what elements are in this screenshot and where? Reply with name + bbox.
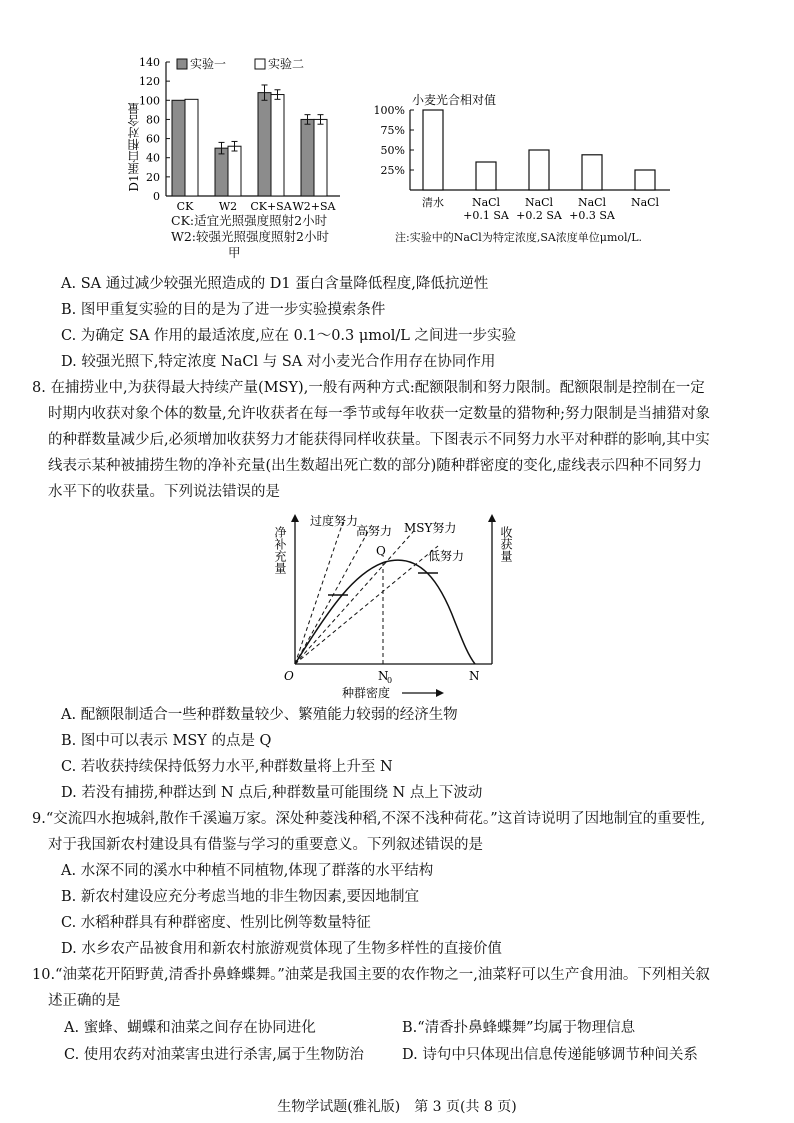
bar [423, 110, 443, 190]
legend-swatch-1 [177, 59, 187, 69]
q9-option-b: B. 新农村建设应充分考虑当地的非生物因素,要因地制宜 [61, 889, 419, 905]
y-tick-label: 60 [146, 132, 160, 146]
bar [215, 148, 228, 196]
y-tick-label: 100 [139, 94, 160, 108]
msy-effort-line [295, 532, 413, 664]
bar [301, 119, 314, 196]
wheat-note: 注:实验中的NaCl为特定浓度,SA浓度单位μmol/L. [395, 231, 643, 244]
bars [172, 85, 327, 196]
x-tick-label: CK+SA [250, 200, 292, 213]
y-tick-label: 100% [373, 104, 405, 117]
net-recruitment-curve [295, 560, 475, 664]
legend [177, 57, 304, 71]
origin-label: O [284, 669, 294, 683]
wheat-title: 小麦光合相对值 [412, 93, 497, 107]
bar [228, 146, 241, 196]
cat-label: NaCl [471, 196, 501, 209]
q8-option-b: B. 图中可以表示 MSY 的点是 Q [61, 733, 272, 749]
left-axis-arrow [291, 514, 299, 522]
q10-option-d: D. 诗句中只体现出信息传递能够调节种间关系 [402, 1047, 698, 1063]
legend-label-2: 实验二 [268, 57, 305, 71]
y-tick-label: 20 [146, 170, 160, 184]
msy-effort-label: MSY努力 [404, 521, 457, 535]
x-tick-label: CK [176, 200, 194, 213]
cat-label: +0.1 SA [463, 209, 509, 222]
y-tick-label: 50% [380, 144, 405, 157]
low-effort-label: 低努力 [428, 549, 465, 563]
figure-label-jia: 甲 [228, 245, 241, 260]
bar [258, 93, 271, 196]
right-axis-arrow [488, 514, 496, 522]
q8-stem-line: 的种群数量减少后,必须增加收获努力才能获得同样收获量。下图表示不同努力水平对种群的影响,其中实 [48, 432, 710, 448]
q10-option-c: C. 使用农药对油菜害虫进行杀害,属于生物防治 [64, 1047, 364, 1063]
high-effort-line [295, 528, 370, 664]
q8-option-d: D. 若没有捕捞,种群达到 N 点后,种群数量可能围绕 N 点上下波动 [61, 785, 483, 801]
y-tick-labels [139, 56, 170, 203]
cat-label: NaCl [524, 196, 554, 209]
q7-option-a: A. SA 通过减少较强光照造成的 D1 蛋白含量降低程度,降低抗逆性 [61, 276, 489, 292]
q8-stem-line: 时期内收获对象个体的数量,允许收获者在每一季节或每年收获一定数量的猎物种;努力限制是当捕猎对象 [48, 406, 710, 422]
q8-option-a: A. 配额限制适合一些种群数量较少、繁殖能力较弱的经济生物 [61, 707, 458, 723]
q10-stem-line: 述正确的是 [48, 993, 121, 1009]
q9-option-a: A. 水深不同的溪水中种植不同植物,体现了群落的水平结构 [61, 863, 434, 879]
q8-stem-line: 水平下的收获量。下列说法错误的是 [48, 484, 280, 500]
legend-label-1: 实验一 [190, 57, 227, 71]
q9-stem-line: 对于我国新农村建设具有借鉴与学习的重要意义。下列叙述错误的是 [48, 837, 483, 853]
x-tick-label: W2+SA [292, 200, 336, 213]
legend-swatch-2 [255, 59, 265, 69]
q9-option-c: C. 水稻种群具有种群密度、性别比例等数量特征 [61, 915, 371, 931]
q7-option-c: C. 为确定 SA 作用的最适浓度,应在 0.1～0.3 μmol/L 之间进一步实验 [61, 328, 517, 344]
x-tick-label: W2 [218, 200, 238, 213]
x-axis-label: 种群密度 [342, 686, 391, 700]
note-w2: W2:较强光照强度照射2小时 [171, 229, 329, 244]
cat-label: +0.2 SA [516, 209, 562, 222]
y-axis-title: D1蛋白相对含量 [127, 102, 141, 192]
y-tick-label: 140 [139, 56, 160, 69]
bar [314, 119, 327, 196]
q9-option-d: D. 水乡农产品被食用和新农村旅游观赏体现了生物多样性的直接价值 [61, 941, 502, 957]
q8-option-c: C. 若收获持续保持低努力水平,种群数量将上升至 N [61, 759, 393, 775]
bar [172, 100, 185, 196]
cat-label: +0.3 SA [569, 209, 615, 222]
y-tick-label: 25% [380, 164, 405, 177]
bar [185, 99, 198, 196]
bar [582, 155, 602, 190]
bar [271, 95, 284, 196]
y-tick-labels [374, 104, 414, 177]
y-tick-label: 120 [139, 75, 160, 89]
y-right-label: 收获量 [499, 526, 513, 562]
overeffort-label: 过度努力 [310, 514, 359, 528]
note-ck: CK:适宜光照强度照射2小时 [171, 213, 328, 228]
cat-label: 清水 [422, 196, 444, 209]
y-left-label: 净补充量 [273, 526, 287, 574]
high-effort-label: 高努力 [356, 524, 393, 538]
q7-option-d: D. 较强光照下,特定浓度 NaCl 与 SA 对小麦光合作用存在协同作用 [61, 354, 496, 370]
bars [423, 110, 655, 190]
q10-stem-line: 10.“油菜花开陌野黄,清香扑鼻蜂蝶舞。”油菜是我国主要的农作物之一,油菜籽可以生产食用油。下列相关叙 [32, 967, 710, 983]
q8-stem-line: 8. 在捕捞业中,为获得最大持续产量(MSY),一般有两种方式:配额限制和努力限制。配额限制是控制在一定 [32, 380, 705, 396]
n0-label: N [378, 669, 389, 683]
q8-stem-line: 线表示某种被捕捞生物的净补充量(出生数超出死亡数的部分)随种群密度的变化,虚线表示四种不同努力 [48, 458, 702, 474]
low-effort-line [295, 546, 438, 664]
bar [476, 162, 496, 190]
y-tick-label: 80 [146, 113, 160, 127]
y-tick-label: 0 [153, 190, 160, 203]
x-label-arrowhead [436, 689, 444, 697]
y-tick-label: 75% [380, 124, 405, 137]
cat-label: NaCl [630, 196, 660, 209]
cat-label: NaCl [577, 196, 607, 209]
point-q: Q [376, 544, 386, 558]
q10-option-a: A. 蜜蜂、蝴蝶和油菜之间存在协同进化 [64, 1020, 316, 1036]
n-label: N [469, 669, 480, 683]
page-footer: 生物学试题(雅礼版) 第 3 页(共 8 页) [277, 1099, 517, 1115]
q7-option-b: B. 图甲重复实验的目的是为了进一步实验摸索条件 [61, 302, 386, 318]
figure-harvest [270, 512, 520, 702]
n0-subscript: 0 [387, 676, 393, 685]
q9-stem-line: 9.“交流四水抱城斜,散作千溪遍万家。深处种菱浅种稻,不深不浅种荷花。”这首诗说明了因地制宜的重要性, [32, 811, 706, 827]
bar [635, 170, 655, 190]
q10-option-b: B.“清香扑鼻蜂蝶舞”均属于物理信息 [402, 1020, 636, 1036]
overeffort-line [295, 522, 343, 664]
y-tick-label: 40 [146, 151, 160, 165]
figure-wheat [370, 88, 690, 238]
bar [529, 150, 549, 190]
